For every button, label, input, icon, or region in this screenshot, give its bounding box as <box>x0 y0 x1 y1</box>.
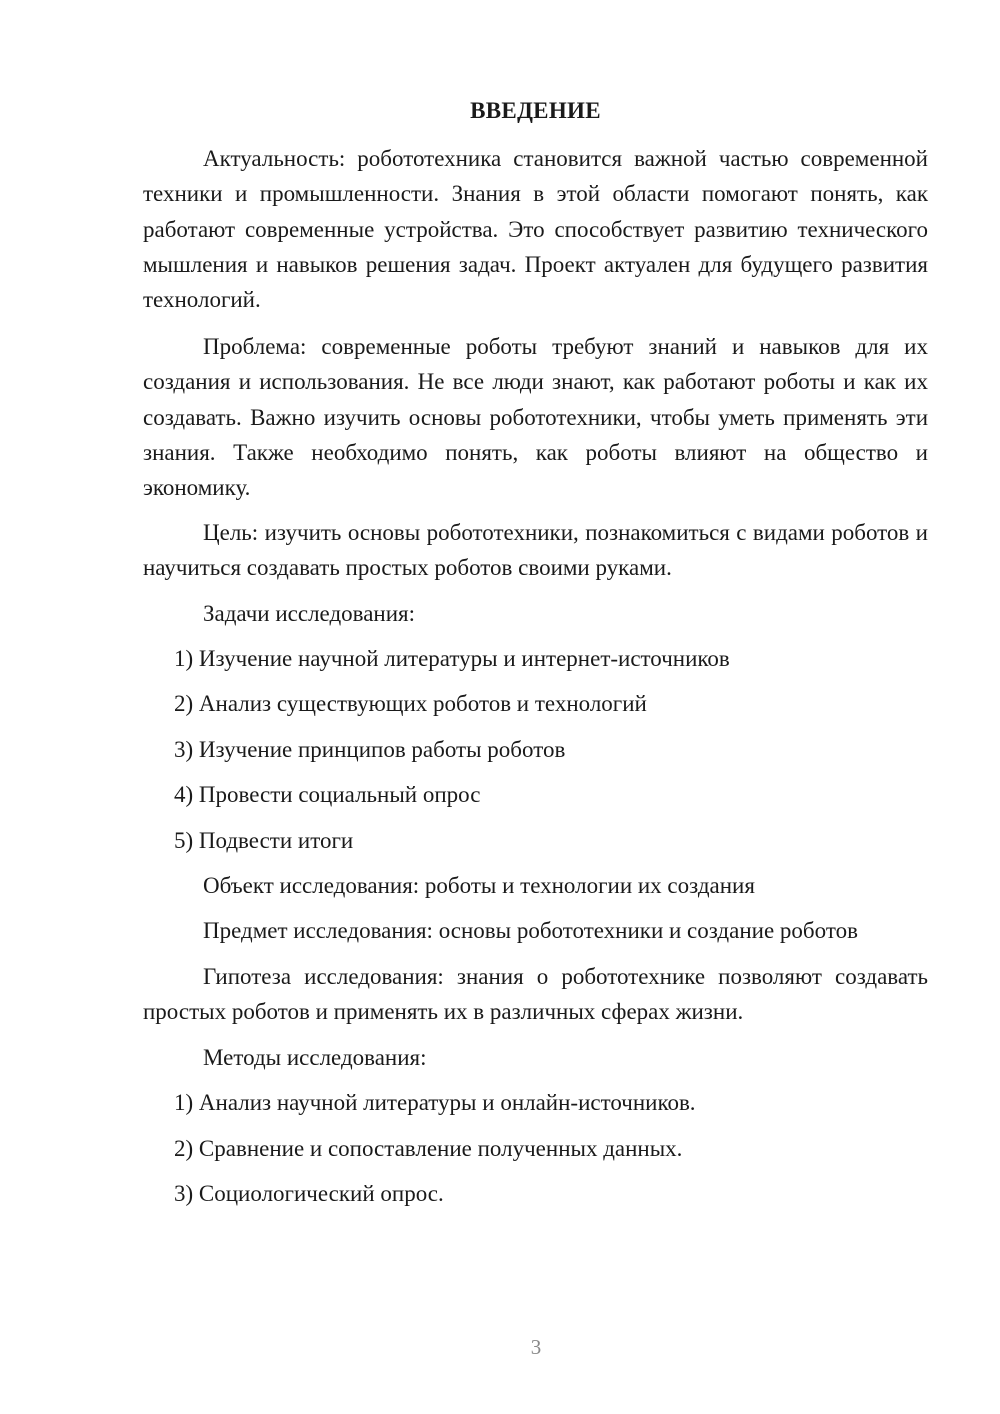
hypothesis-paragraph: Гипотеза исследования: знания о робототехнике позволяют создавать простых роботов и применять их в различных сферах жизни. <box>143 964 928 1025</box>
method-item-2: 2) Сравнение и сопоставление полученных данных. <box>174 1136 683 1161</box>
task-item-1: 1) Изучение научной литературы и интернет-источников <box>174 646 730 671</box>
methods-title: Методы исследования: <box>203 1045 427 1070</box>
method-item-3: 3) Социологический опрос. <box>174 1181 444 1206</box>
object-line: Объект исследования: роботы и технологии их создания <box>203 873 755 898</box>
page-number: 3 <box>530 1335 542 1359</box>
task-item-5: 5) Подвести итоги <box>174 828 354 853</box>
task-item-4: 4) Провести социальный опрос <box>174 782 481 807</box>
tasks-title: Задачи исследования: <box>203 601 416 626</box>
subject-line: Предмет исследования: основы робототехники и создание роботов <box>203 918 858 943</box>
section-heading: ВВЕДЕНИЕ <box>470 98 601 123</box>
problem-paragraph: Проблема: современные роботы требуют знаний и навыков для их создания и использования. Не все люди знают, как работают роботы и как их создавать. Важно изучить основы робототехники, чтобы уметь применять эти знания. Также необходимо понять, как роботы влияют на общество и экономику. <box>143 334 928 501</box>
task-item-2: 2) Анализ существующих роботов и технологий <box>174 691 647 716</box>
goal-paragraph: Цель: изучить основы робототехники, познакомиться с видами роботов и научиться создавать простых роботов своими руками. <box>143 520 928 581</box>
method-item-1: 1) Анализ научной литературы и онлайн-источников. <box>174 1090 696 1115</box>
task-item-3: 3) Изучение принципов работы роботов <box>174 737 566 762</box>
relevance-paragraph: Актуальность: робототехника становится важной частью современной техники и промышленности. Знания в этой области помогают понять, как работают современные устройства. Это способствует развитию технического мышления и навыков решения задач. Проект актуален для будущего развития технологий. <box>143 146 928 313</box>
